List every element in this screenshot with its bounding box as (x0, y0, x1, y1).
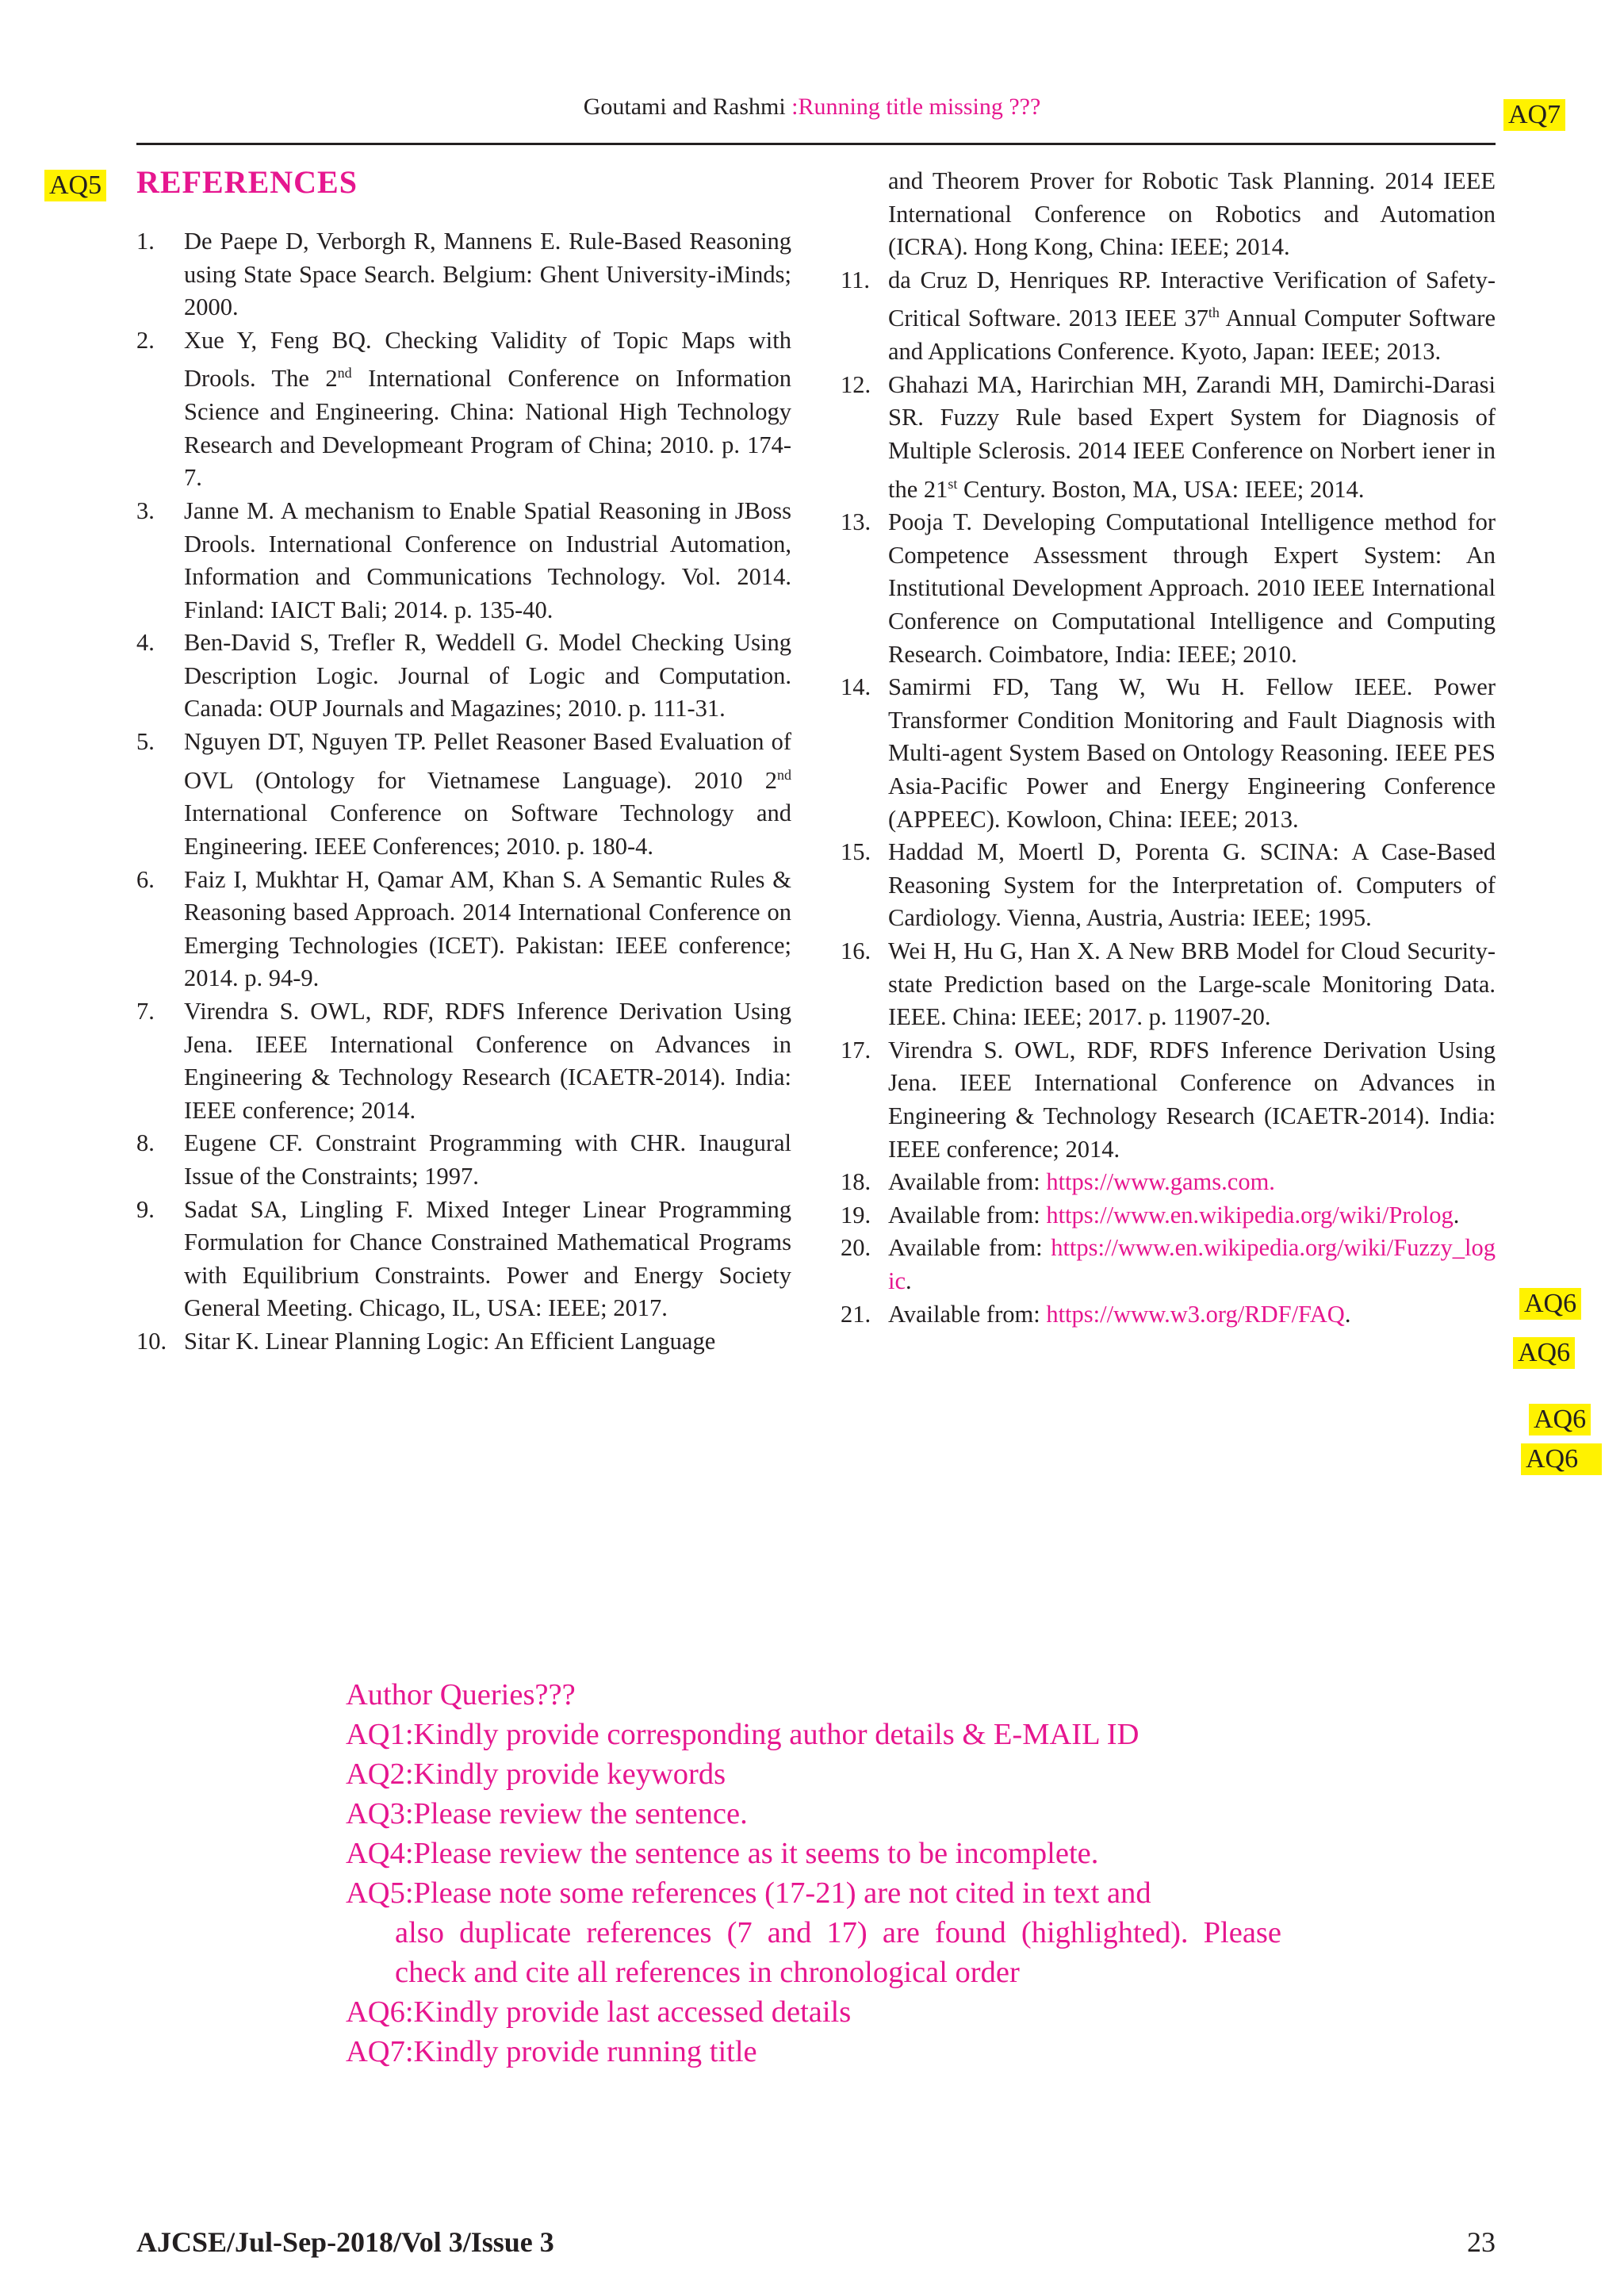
reference-text: Haddad M, Moertl D, Porenta G. SCINA: A Case-Based Reasoning System for the Interpretation of. Computers of Cardiology. Vienna, Austria, Austria: IEEE; 1995. (888, 838, 1496, 932)
aq7-tag: AQ7 (1503, 99, 1565, 131)
aq6-tag: AQ6 (1519, 1288, 1581, 1320)
reference-2 (136, 324, 791, 495)
reference-number: 13. (841, 508, 871, 536)
references-right-column (841, 165, 1496, 1331)
reference-number: 2. (136, 326, 155, 354)
reference-text: De Paepe D, Verborgh R, Mannens E. Rule-Based Reasoning using State Space Search. Belgium: Ghent University-iMinds; 2000. (184, 228, 791, 321)
reference-number: 7. (136, 997, 155, 1025)
reference-link[interactable]: https://www.en.wikipedia.org/wiki/Prolog (1046, 1201, 1454, 1228)
reference-number: 11. (841, 266, 870, 293)
reference-19 (841, 1199, 1496, 1232)
reference-text: Sadat SA, Lingling F. Mixed Integer Linear Programming Formulation for Chance Constrained Mathematical Programs with Equilibrium Constraints. Power and Energy Society General Meeting. Chicago, IL, USA: IEEE; 2017. (184, 1195, 791, 1322)
reference-text: Virendra S. OWL, RDF, RDFS Inference Derivation Using Jena. IEEE International Conference on Advances in Engineering & Technology Research (ICAETR-2014). India: IEEE conference; 2014. (888, 1036, 1496, 1163)
reference-16 (841, 935, 1496, 1034)
reference-text: da Cruz D, Henriques RP. Interactive Verification of Safety-Critical Software. 2013 IEEE 37th Annual Computer Software and Applications Conference. Kyoto, Japan: IEEE; 2013. (888, 266, 1496, 366)
query-aq7: AQ7:Kindly provide running title (346, 2035, 757, 2068)
query-aq4: AQ4:Please review the sentence as it seems to be incomplete. (346, 1837, 1099, 1870)
reference-link[interactable]: https://www.gams.com. (1046, 1168, 1275, 1196)
reference-text: Ben-David S, Trefler R, Weddell G. Model Checking Using Description Logic. Journal of Logic and Computation. Canada: OUP Journals and Magazines; 2010. p. 111-31. (184, 629, 791, 723)
reference-number: 4. (136, 629, 155, 657)
reference-20 (841, 1232, 1496, 1297)
reference-number: 16. (841, 937, 871, 964)
reference-text: Available from: https://www.gams.com. (888, 1168, 1275, 1196)
reference-number: 10. (136, 1327, 167, 1355)
reference-link[interactable]: https://www.en.wikipedia.org/wiki/Fuzzy_logic (888, 1234, 1496, 1294)
reference-text: Available from: https://www.en.wikipedia.org/wiki/Fuzzy_logic. (888, 1234, 1496, 1294)
reference-number: 19. (841, 1201, 871, 1228)
reference-number: 8. (136, 1129, 155, 1157)
references-heading: REFERENCES (136, 164, 358, 200)
reference-text: Pooja T. Developing Computational Intelligence method for Competence Assessment through Expert System: An Institutional Development Approach. 2010 IEEE International Conference on Computational Intelligence and Computing Research. Coimbatore, India: IEEE; 2010. (888, 508, 1496, 668)
reference-text: Janne M. A mechanism to Enable Spatial Reasoning in JBoss Drools. International Conference on Industrial Automation, Information and Communications Technology. Vol. 2014. Finland: IAICT Bali; 2014. p. 135-40. (184, 496, 791, 623)
aq6-tag: AQ6 (1521, 1443, 1602, 1475)
aq6-tag: AQ6 (1529, 1404, 1591, 1435)
reference-3 (136, 495, 791, 627)
reference-number: 3. (136, 496, 155, 524)
reference-text: Samirmi FD, Tang W, Wu H. Fellow IEEE. Power Transformer Condition Monitoring and Fault Diagnosis with Multi-agent System Based on Ontology Reasoning. IEEE PES Asia-Pacific Power and Energy Engineering Conference (APPEEC). Kowloon, China: IEEE; 2013. (888, 673, 1496, 833)
reference-link[interactable]: https://www.w3.org/RDF/FAQ (1046, 1300, 1345, 1328)
reference-text: Virendra S. OWL, RDF, RDFS Inference Derivation Using Jena. IEEE International Conference on Advances in Engineering & Technology Research (ICAETR-2014). India: IEEE conference; 2014. (184, 997, 791, 1124)
reference-14 (841, 671, 1496, 836)
reference-text: Available from: https://www.en.wikipedia.org/wiki/Prolog. (888, 1201, 1460, 1228)
reference-1 (136, 225, 791, 324)
reference-4 (136, 627, 791, 726)
query-aq5-continuation: also duplicate references (7 and 17) are found (highlighted). Please check and cite all references in chronological order (395, 1916, 1281, 1989)
author-queries (346, 1675, 1281, 2072)
header-authors: Goutami and Rashmi (583, 94, 786, 120)
query-aq3: AQ3:Please review the sentence. (346, 1797, 748, 1830)
header-running-title-note: :Running title missing ??? (791, 94, 1041, 120)
reference-number: 17. (841, 1036, 871, 1064)
reference-12 (841, 369, 1496, 507)
journal-footer: AJCSE/Jul-Sep-2018/Vol 3/Issue 3 (136, 2226, 554, 2258)
reference-5 (136, 726, 791, 864)
page-number: 23 (1467, 2226, 1496, 2258)
header-rule (136, 143, 1496, 145)
query-aq5: AQ5:Please note some references (17-21) are not cited in text and (346, 1876, 1151, 1910)
reference-number: 5. (136, 728, 155, 756)
reference-text: Available from: https://www.w3.org/RDF/FAQ. (888, 1300, 1351, 1328)
reference-number: 20. (841, 1234, 871, 1262)
reference-13 (841, 506, 1496, 671)
author-queries-title: Author Queries??? (346, 1678, 576, 1711)
reference-17 (841, 1034, 1496, 1166)
query-aq2: AQ2:Kindly provide keywords (346, 1757, 726, 1791)
reference-8 (136, 1127, 791, 1193)
reference-number: 21. (841, 1300, 871, 1328)
reference-text: Sitar K. Linear Planning Logic: An Efficient Language (184, 1327, 716, 1355)
reference-text: Eugene CF. Constraint Programming with CHR. Inaugural Issue of the Constraints; 1997. (184, 1129, 791, 1190)
reference-text: Faiz I, Mukhtar H, Qamar AM, Khan S. A Semantic Rules & Reasoning based Approach. 2014 International Conference on Emerging Technologies (ICET). Pakistan: IEEE conference; 2014. p. 94-9. (184, 865, 791, 992)
reference-6 (136, 864, 791, 995)
reference-7 (136, 995, 791, 1127)
reference-21 (841, 1298, 1496, 1332)
reference-text: Ghahazi MA, Harirchian MH, Zarandi MH, Damirchi-Darasi SR. Fuzzy Rule based Expert System for Diagnosis of Multiple Sclerosis. 2014 IEEE Conference on Norbert iener in the 21st Century. Boston, MA, USA: IEEE; 2014. (888, 370, 1496, 503)
reference-10-continuation: and Theorem Prover for Robotic Task Planning. 2014 IEEE International Conference on Robotics and Automation (ICRA). Hong Kong, China: IEEE; 2014. (888, 167, 1496, 261)
reference-text: Xue Y, Feng BQ. Checking Validity of Topic Maps with Drools. The 2nd International Conference on Information Science and Engineering. China: National High Technology Research and Developmeant Program of China; 2010. p. 174-7. (184, 326, 791, 492)
aq5-tag: AQ5 (44, 170, 106, 201)
query-aq1: AQ1:Kindly provide corresponding author details & E-MAIL ID (346, 1718, 1139, 1751)
query-aq6: AQ6:Kindly provide last accessed details (346, 1995, 852, 2029)
reference-18 (841, 1166, 1496, 1199)
reference-number: 15. (841, 838, 871, 866)
reference-text: Nguyen DT, Nguyen TP. Pellet Reasoner Based Evaluation of OVL (Ontology for Vietnamese Language). 2010 2nd International Conference on Software Technology and Engineering. IEEE Conferences; 2010. p. 180-4. (184, 728, 791, 860)
reference-number: 6. (136, 865, 155, 893)
reference-number: 9. (136, 1195, 155, 1223)
running-header (0, 94, 1624, 121)
reference-number: 1. (136, 228, 155, 255)
reference-11 (841, 264, 1496, 369)
reference-15 (841, 836, 1496, 935)
reference-9 (136, 1194, 791, 1325)
aq6-tag: AQ6 (1513, 1337, 1575, 1369)
reference-number: 18. (841, 1168, 871, 1196)
reference-text: Wei H, Hu G, Han X. A New BRB Model for Cloud Security-state Prediction based on the Large-scale Monitoring Data. IEEE. China: IEEE; 2017. p. 11907-20. (888, 937, 1496, 1031)
reference-number: 12. (841, 370, 871, 398)
reference-number: 14. (841, 673, 871, 701)
references-left-column (136, 225, 791, 1359)
reference-10 (136, 1325, 791, 1359)
